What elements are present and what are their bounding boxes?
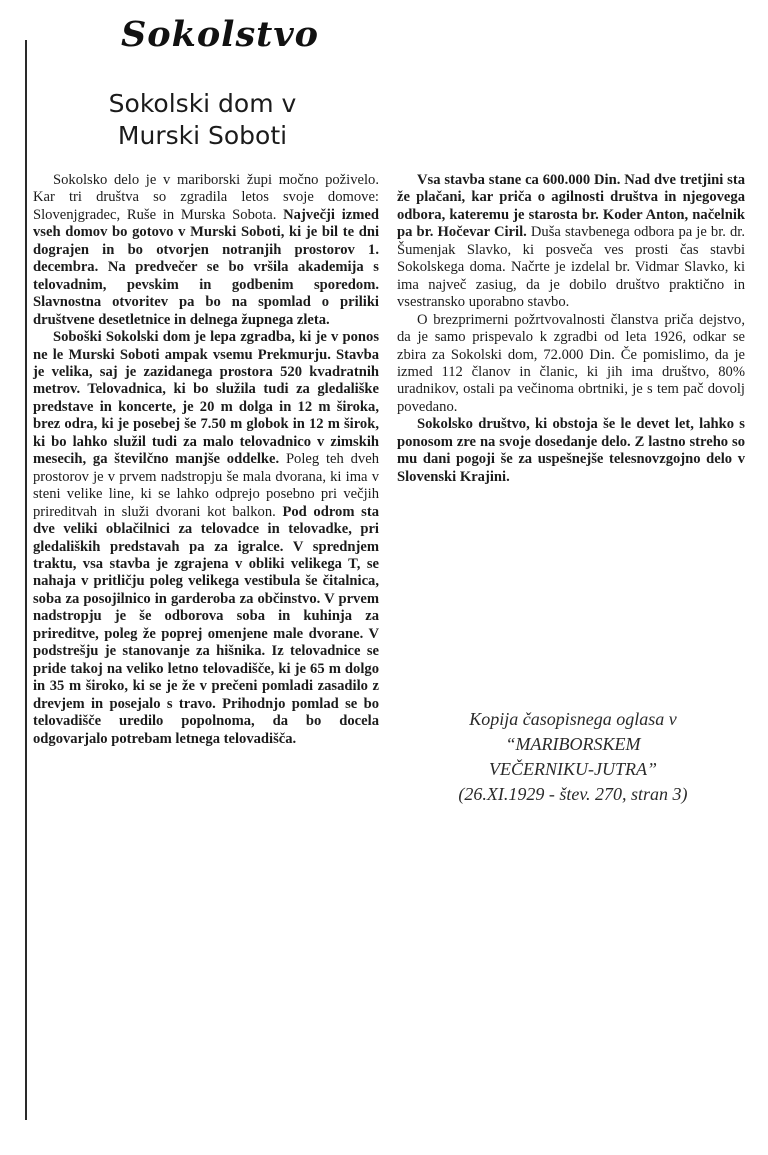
caption-line-3: VEČERNIKU-JUTRA” xyxy=(489,759,657,779)
headline-line-1: Sokolski dom v xyxy=(108,89,297,118)
paragraph-text: Poleg teh dveh prostorov je v prvem nadstropju še mala dvorana, ki ima v steni velike line, ki se lahko odprejo posebno pri večjih prireditvah in služi dvorani kot balkon. xyxy=(33,451,379,520)
caption-line-1: Kopija časopisnega oglasa v xyxy=(469,709,677,729)
paragraph xyxy=(33,329,379,748)
article-right-column xyxy=(397,172,745,486)
section-masthead: Sokolstvo xyxy=(120,14,320,55)
article-headline xyxy=(40,88,365,152)
paragraph-text: Duša stavbenega odbora pa je br. dr. Šumenjak Slavko, ki posveča ves prosti čas stavbi Sokolskega doma. Načrte je izdelal br. Vidmar Slavko, ki ima največ zasiug, da je dobilo društvo praktično in vsestransko uporabno stavbo. xyxy=(397,224,745,311)
paragraph-text: Soboški Sokolski dom je lepa zgradba, ki je v ponos ne le Murski Soboti ampak vsemu Prekmurju. Stavba je velika, saj je zazidanega prostora 520 kvadratnih metrov. Telovadnica, ki bo služila tudi za gledališke predstave in koncerte, je 20 m dolga in 12 m široka, brez odra, ki je posebej še 7.50 m globok in 12 m širok, ki bo lahko služil tudi za malo telovadnico v zimskih mesecih, ga številčno manjše oddelke. xyxy=(33,329,379,468)
headline-line-2: Murski Soboti xyxy=(117,121,288,150)
article-left-column xyxy=(33,172,379,748)
paragraph-text-bold: Največji izmed vseh domov bo gotovo v Murski Soboti, ki je bil te dni dograjen in bo otvorjen notranjih prostorov 1. decembra. Na predvečer se bo vršila akademija s telovadnim, pevskim in godbenim sporedom. Slavnostna otvoritev pa bo na spomlad o priliki društvene desetletnice in delnega župnega zleta. xyxy=(33,206,379,328)
paragraph-text: Pod odrom sta dve veliki oblačilnici za telovadce in telovadke, pri gledaliških predstavah pa za igralce. V sprednjem traktu, vsa stavba je zgrajena v obliki velikega T, se nahaja v pritličju poleg velikega vestibula še čitalnica, soba za posojilnico in garderoba za občinstvo. V prvem nadstropju je še odborova soba in kuhinja za prireditve, poleg že poprej omenjene male dvorane. V podstrešju je stanovanje za hišnika. xyxy=(33,503,379,660)
caption-line-2: “MARIBORSKEM xyxy=(505,734,641,754)
paragraph: O brezprimerni požrtvovalnosti članstva priča dejstvo, da je samo prispevalo k zgradbi od leta 1926, odkar se zbira za Sokolski dom, 72.000 Din. Če pomislimo, da je izmed 112 članov in članic, ki jih ima društvo, 80% uradnikov, ostali pa večinoma obrtniki, je s tem pač dovolj povedano. xyxy=(397,311,745,415)
caption-line-4: (26.XI.1929 - štev. 270, stran 3) xyxy=(458,784,688,804)
paragraph xyxy=(397,172,745,312)
clipping-caption xyxy=(408,707,738,807)
paragraph xyxy=(33,172,379,329)
paragraph-text: Sokolsko delo je v mariborski župi močno poživelo. Kar tri društva so zgradila letos svoje domove: Slovenjgradec, Ruše in Murska Sobota. xyxy=(33,172,379,223)
left-margin-rule xyxy=(25,40,27,1120)
paragraph-text: Vsa stavba stane ca 600.000 Din. Nad dve tretjini sta že plačani, kar priča o agilnosti društva in njegovega odbora, kateremu je starosta br. Koder Anton, načelnik pa br. Hočevar Ciril. xyxy=(397,172,745,241)
paragraph: Sokolsko društvo, ki obstoja še le devet let, lahko s ponosom zre na svoje dosedanje delo. Z lastno streho so mu dani pogoji še za uspešnejše telesnovzgojno delo v Slovenski Krajini. xyxy=(397,416,745,485)
paragraph-text: Iz telovadnice se pride takoj na veliko letno telovadišče, ki je 65 m dolgo in 35 m široko, ki se je že v prečeni pomladi zasadilo z drevjem in posejalo s travo. Prihodnjo pomlad se bo telovadišče uredilo popolnoma, da bo docela odgovarjalo potrebam letnega telovadišča. xyxy=(33,643,379,747)
